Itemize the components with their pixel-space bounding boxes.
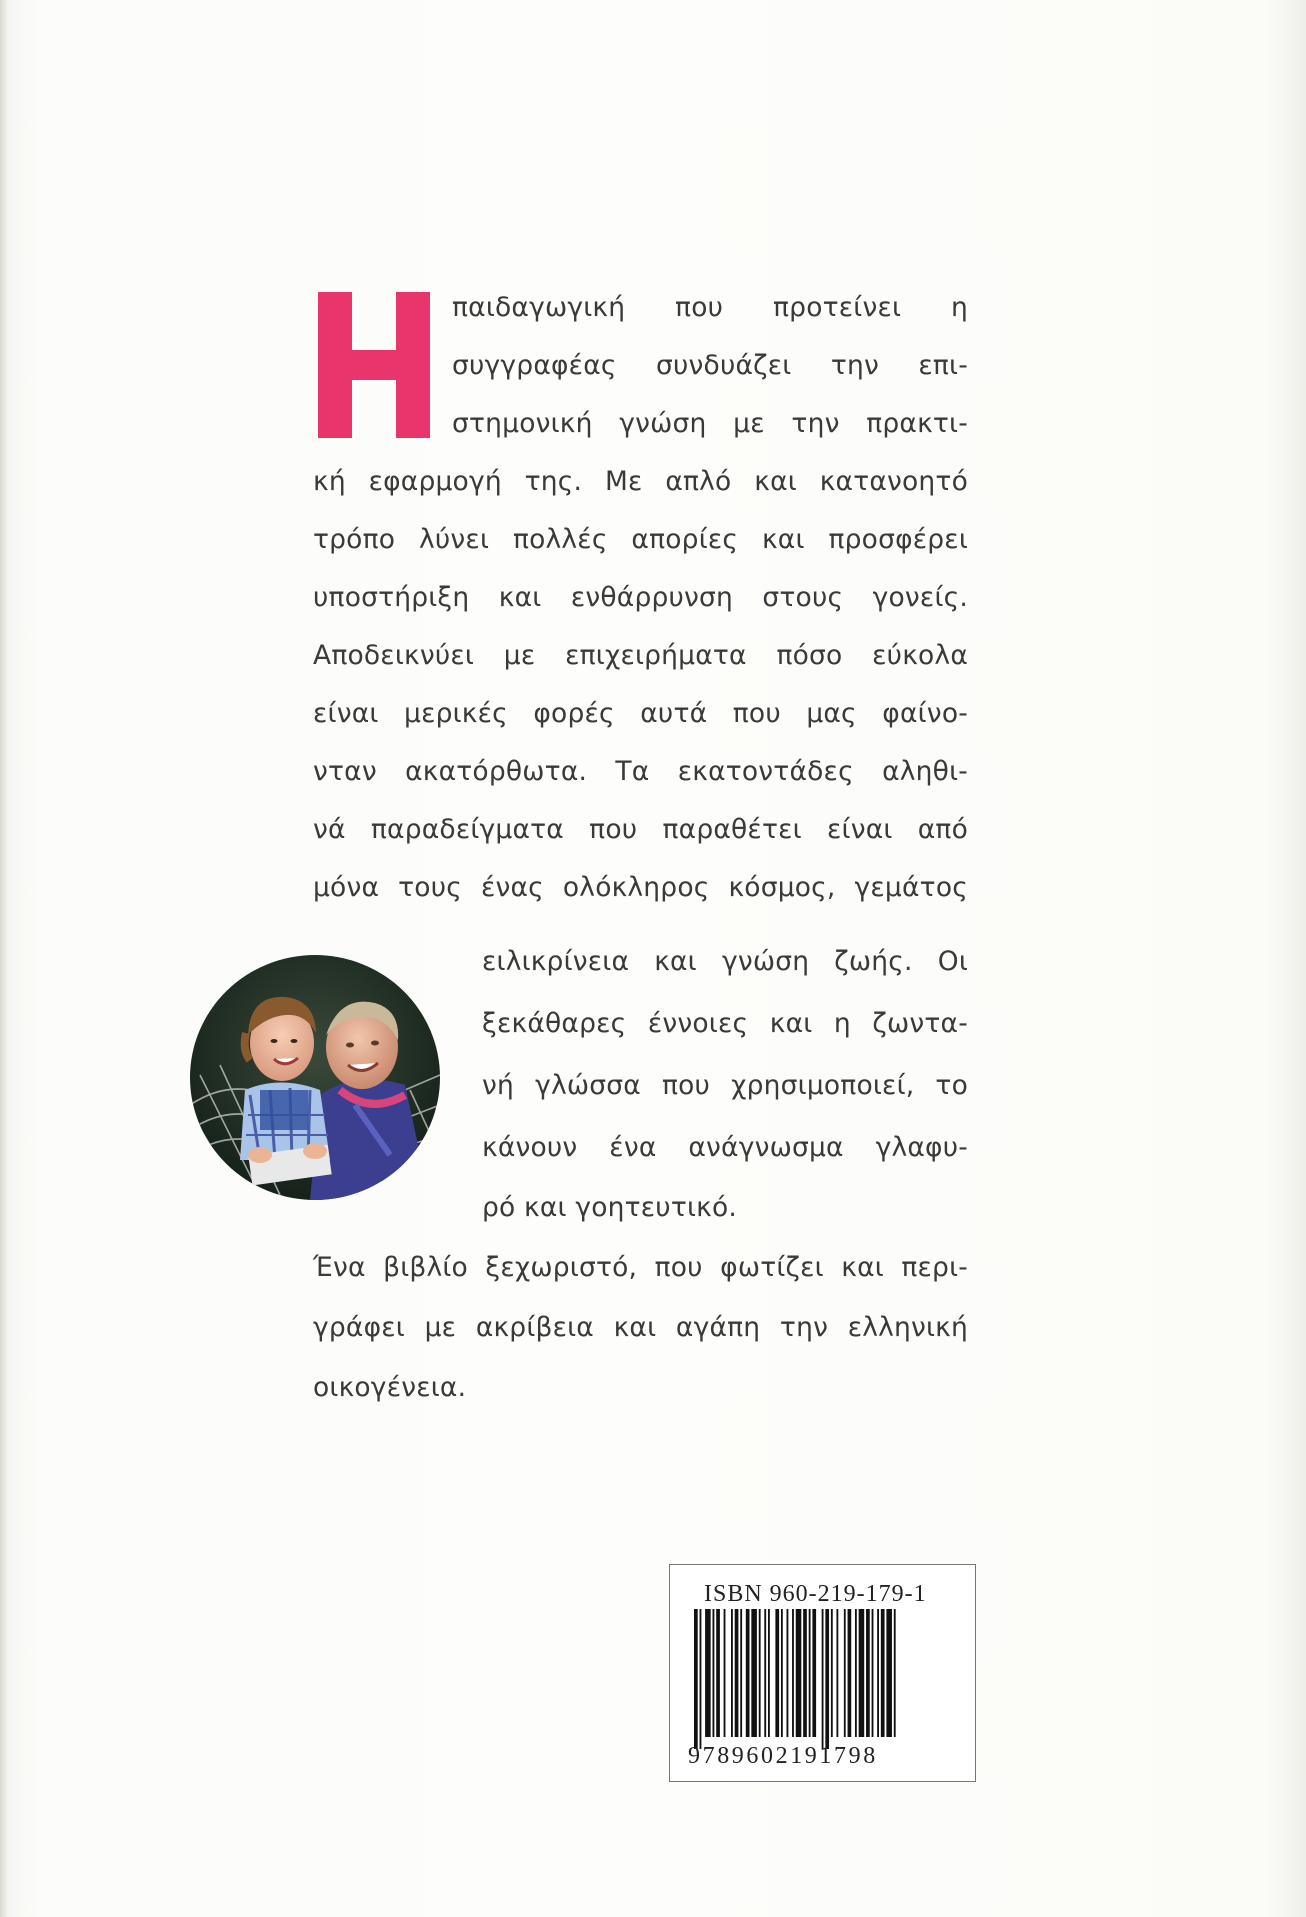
- barcode-bar: [822, 1609, 824, 1749]
- barcode-bar: [866, 1609, 870, 1737]
- barcode-bar: [881, 1609, 885, 1737]
- barcode-bar: [848, 1609, 852, 1737]
- paragraph-line: παιδαγωγική που προτείνει η: [452, 292, 968, 323]
- ean-digits: 9789602191798: [688, 1743, 878, 1769]
- paragraph-line: κάνουν ένα ανάγνωσμα γλαφυ-: [482, 1132, 968, 1163]
- family-photo: [190, 955, 440, 1200]
- barcode-bar: [859, 1609, 865, 1737]
- barcode-bar: [746, 1609, 750, 1737]
- barcode-bar: [781, 1609, 783, 1737]
- paragraph-line: οικογένεια.: [313, 1372, 467, 1403]
- isbn-barcode-box: [669, 1564, 976, 1782]
- drop-cap-letter: [318, 292, 430, 438]
- barcode-bar: [812, 1609, 816, 1737]
- barcode-bar: [705, 1609, 711, 1737]
- barcode-bar: [694, 1609, 698, 1749]
- cover-edge: [0, 0, 8, 1917]
- paragraph-line: ρό και γοητευτικό.: [482, 1192, 738, 1223]
- barcode-bar: [731, 1609, 733, 1737]
- paragraph-line: Ένα βιβλίο ξεχωριστό, που φωτίζει και περι-: [313, 1252, 968, 1283]
- barcode-bar: [740, 1609, 742, 1737]
- paragraph-line: κή εφαρμογή της. Με απλό και κατανοητό: [313, 466, 968, 497]
- barcode-bar: [855, 1609, 857, 1737]
- barcode-bar: [792, 1609, 794, 1737]
- paragraph-line: ξεκάθαρες έννοιες και η ζωντα-: [482, 1008, 968, 1039]
- paragraph-line: υποστήριξη και ενθάρρυνση στους γονείς.: [313, 582, 968, 613]
- barcode-bar: [775, 1609, 779, 1737]
- paragraph-line: τρόπο λύνει πολλές απορίες και προσφέρει: [313, 524, 968, 555]
- paragraph-line: μόνα τους ένας ολόκληρος κόσμος, γεμάτος: [313, 872, 968, 903]
- barcode-bar: [872, 1609, 874, 1737]
- barcode-bar: [768, 1609, 770, 1737]
- barcode-bar: [809, 1609, 811, 1737]
- barcode-bar: [894, 1609, 896, 1737]
- paragraph-line: νή γλώσσα που χρησιμοποιεί, το: [482, 1070, 968, 1101]
- barcode-bar: [877, 1609, 879, 1737]
- barcode-bar: [844, 1609, 846, 1737]
- paragraph-line: γράφει με ακρίβεια και αγάπη την ελληνική: [313, 1312, 968, 1343]
- barcode-bar: [759, 1609, 761, 1737]
- barcode-bar: [735, 1609, 739, 1737]
- barcode-bar: [724, 1609, 726, 1737]
- photo-icon: [190, 955, 440, 1200]
- paragraph-line: Αποδεικνύει με επιχειρήματα πόσο εύκολα: [313, 640, 968, 671]
- barcode-bar: [831, 1609, 833, 1737]
- barcode-icon: [694, 1609, 954, 1749]
- barcode-bar: [836, 1609, 838, 1737]
- barcode-bar: [803, 1609, 807, 1737]
- barcode-bar: [716, 1609, 720, 1737]
- barcode-bar: [825, 1609, 829, 1749]
- paragraph-line: στημονική γνώση με την πρακτι-: [452, 408, 968, 439]
- barcode-bar: [713, 1609, 715, 1737]
- barcode-bar: [886, 1609, 892, 1737]
- barcode-bar: [700, 1609, 702, 1749]
- paragraph-line: ειλικρίνεια και γνώση ζωής. Οι: [482, 946, 968, 977]
- barcode-bar: [764, 1609, 766, 1737]
- paragraph-line: συγγραφέας συνδυάζει την επι-: [452, 350, 968, 381]
- paragraph-line: είναι μερικές φορές αυτά που μας φαίνο-: [313, 698, 968, 729]
- isbn-label: ISBN 960-219-179-1: [704, 1581, 927, 1607]
- barcode-bar: [796, 1609, 802, 1737]
- paragraph-line: νά παραδείγματα που παραθέτει είναι από: [313, 814, 968, 845]
- barcode-bar: [787, 1609, 789, 1737]
- paragraph-line: νταν ακατόρθωτα. Τα εκατοντάδες αληθι-: [313, 756, 968, 787]
- barcode-bar: [751, 1609, 757, 1737]
